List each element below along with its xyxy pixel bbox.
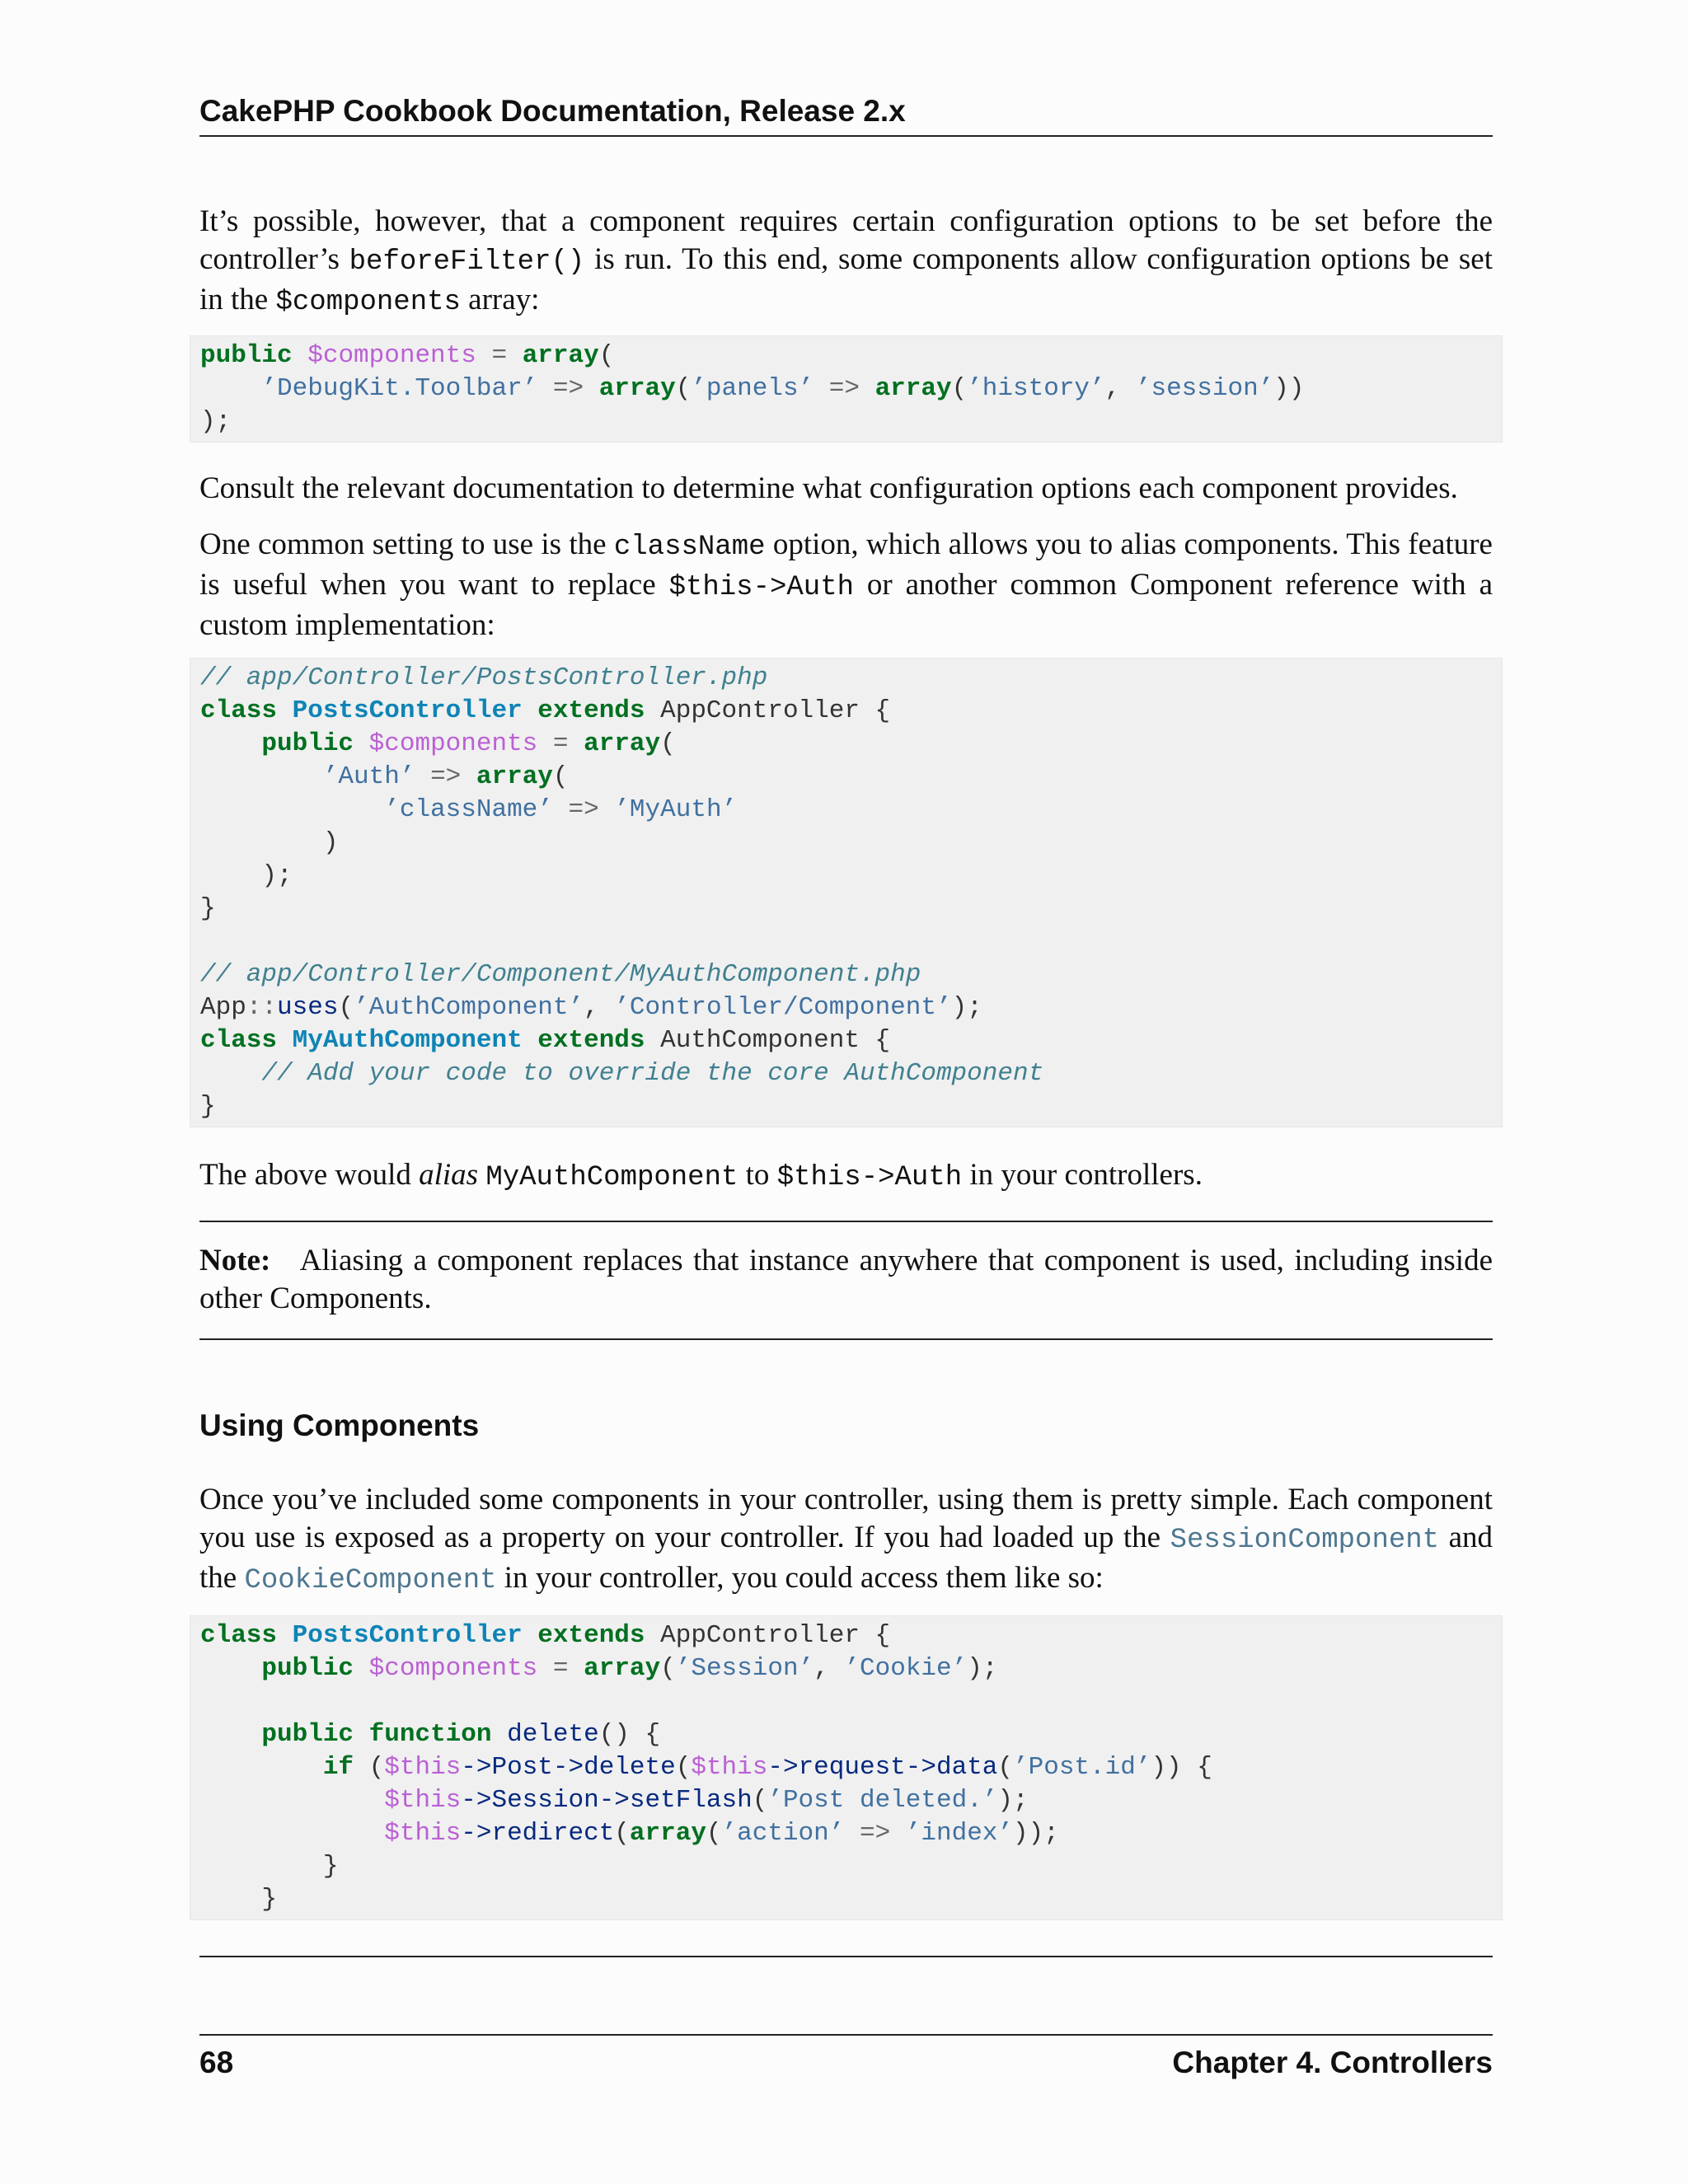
note-text: Aliasing a component replaces that instance anywhere that component is used, including inside other Components. xyxy=(199,1244,1493,1315)
inline-code: className xyxy=(613,532,766,563)
inline-code: $components xyxy=(275,287,461,318)
code-block-usage: class PostsController extends AppController { public $components = array(’Session’, ’Cookie’); public function delete() { if ($this->Post->delete($this->request->data(’Post.id’)) { $this->Session->setFlash(’Post deleted.’); $this->redirect(array(’action’ => ’index’)); } } xyxy=(190,1615,1503,1920)
section-end-rule xyxy=(199,1956,1493,1957)
inline-code: beforeFilter() xyxy=(349,246,585,278)
inline-code: MyAuthComponent xyxy=(485,1162,738,1193)
section-heading: Using Components xyxy=(199,1408,480,1442)
note-rule-bottom xyxy=(199,1338,1493,1340)
chapter-title: Chapter 4. Controllers xyxy=(1172,2046,1493,2079)
component-link-session[interactable]: SessionComponent xyxy=(1170,1525,1440,1556)
paragraph-intro: It’s possible, however, that a component requires certain configuration options to be set before the controller’s beforeFilter() is run. To this end, some components allow configuration options be set in the $components array: xyxy=(199,204,1493,318)
code-block-alias-example: // app/Controller/PostsController.php class PostsController extends AppController { public $components = array( ’Auth’ => array( ’className’ => ’MyAuth’ ) ); } // app/Controller/Component/MyAuthComponent.php App::uses(’AuthComponent’, ’Controller/Component’); class MyAuthComponent extends AuthComponent { // Add your code to override the core AuthComponent } xyxy=(190,658,1503,1127)
page-number: 68 xyxy=(199,2046,234,2079)
paragraph-consult: Consult the relevant documentation to determine what configuration options each component provides. xyxy=(199,471,1458,505)
code-block-components-config: public $components = array( ’DebugKit.Toolbar’ => array(’panels’ => array(’history’, ’session’)) ); xyxy=(190,335,1503,443)
inline-code: $this->Auth xyxy=(668,572,854,603)
paragraph-classname: One common setting to use is the className option, which allows you to alias components. This feature is useful when you want to replace $this->Auth or another common Component reference with a custom implementation: xyxy=(199,527,1493,642)
note-label: Note: xyxy=(199,1244,271,1277)
paragraph-using: Once you’ve included some components in your controller, using them is pretty simple. Each component you use is exposed as a property on your controller. If you had loaded up the SessionComponent and the CookieComponent in your controller, you could access them like so: xyxy=(199,1483,1493,1596)
inline-code: $this->Auth xyxy=(776,1162,963,1193)
note-rule-top xyxy=(199,1221,1493,1222)
component-link-cookie[interactable]: CookieComponent xyxy=(244,1565,497,1596)
running-header: CakePHP Cookbook Documentation, Release 2.x xyxy=(199,91,1493,137)
paragraph-alias-result: The above would alias MyAuthComponent to $this->Auth in your controllers. xyxy=(199,1158,1203,1193)
note-box xyxy=(199,1242,1493,1318)
page-footer xyxy=(199,2034,1493,2083)
